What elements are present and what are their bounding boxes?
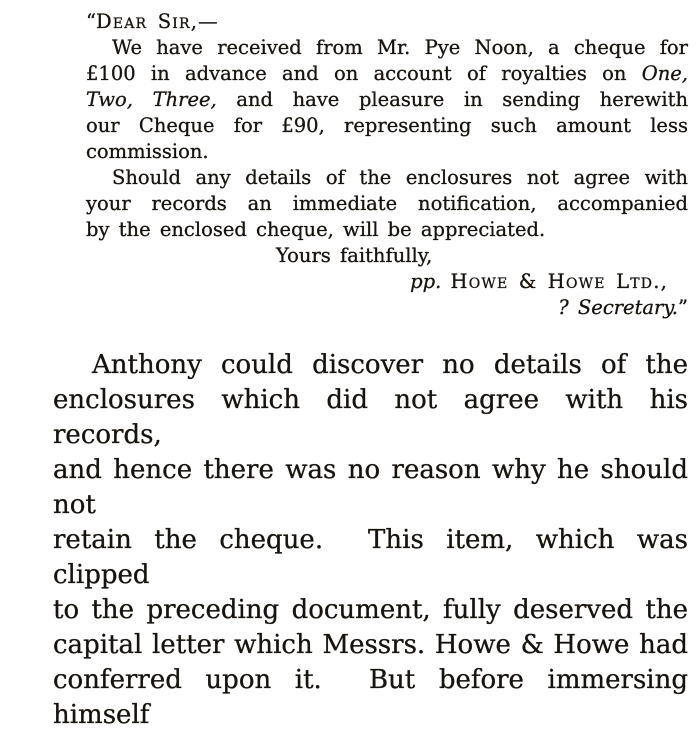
company-name: Howe & Howe Ltd., <box>450 270 668 293</box>
letter-salutation <box>86 9 688 35</box>
open-quote: “ <box>86 10 96 33</box>
text-run: and hence there was no reason why he should not <box>53 455 688 520</box>
secretary-title: ? Secretary. <box>558 296 679 319</box>
letter-line <box>86 165 688 191</box>
text-run: Anthony could discover no details of the <box>92 350 688 380</box>
quoted-letter <box>86 9 688 321</box>
body-line <box>53 593 688 628</box>
text-run <box>441 270 450 293</box>
body-line <box>53 383 688 453</box>
text-run: capital letter which Messrs. Howe & Howe had <box>53 630 688 660</box>
body-line <box>53 628 688 663</box>
text-run: our Cheque for £90, representing such amount less <box>86 114 688 137</box>
text-run: conferred upon it. But before immersing himself <box>53 665 688 730</box>
text-run: Yours faithfully, <box>276 244 433 267</box>
text-run: retain the cheque. This item, which was clipped <box>53 525 688 590</box>
book-title-three: Three, <box>152 88 217 111</box>
letter-line <box>86 87 688 113</box>
body-line <box>53 663 688 733</box>
salutation-text: Dear Sir,— <box>95 10 219 33</box>
body-line <box>53 523 688 593</box>
letter-line <box>86 113 688 139</box>
letter-line <box>86 191 688 217</box>
text-run: and have pleasure in sending herewith <box>216 88 689 111</box>
close-quote: ” <box>678 296 688 319</box>
text-run: enclosures which did not agree with his records, <box>53 385 688 450</box>
letter-signatory <box>86 295 688 321</box>
letter-valediction <box>86 243 688 269</box>
text-run: commission. <box>86 140 209 163</box>
body-paragraph <box>53 348 688 733</box>
letter-line <box>86 139 688 165</box>
body-line <box>53 453 688 523</box>
text-run: your records an immediate notification, accompanied <box>86 192 688 215</box>
letter-line <box>86 217 688 243</box>
text-run: by the enclosed cheque, will be appreciated. <box>86 218 546 241</box>
text-run: We have received from Mr. Pye Noon, a cheque for <box>112 36 688 59</box>
text-run: Should any details of the enclosures not agree with <box>112 166 688 189</box>
letter-line <box>86 61 688 87</box>
text-run <box>133 88 153 111</box>
book-title-one: One, <box>641 62 688 85</box>
letter-signature <box>86 269 688 295</box>
pp-abbreviation: pp. <box>410 270 442 293</box>
text-run: to the preceding document, fully deserved the <box>53 595 688 625</box>
letter-line <box>86 35 688 61</box>
text-run: £100 in advance and on account of royalties on <box>86 62 642 85</box>
body-line <box>53 348 688 383</box>
book-title-two: Two, <box>86 88 133 111</box>
